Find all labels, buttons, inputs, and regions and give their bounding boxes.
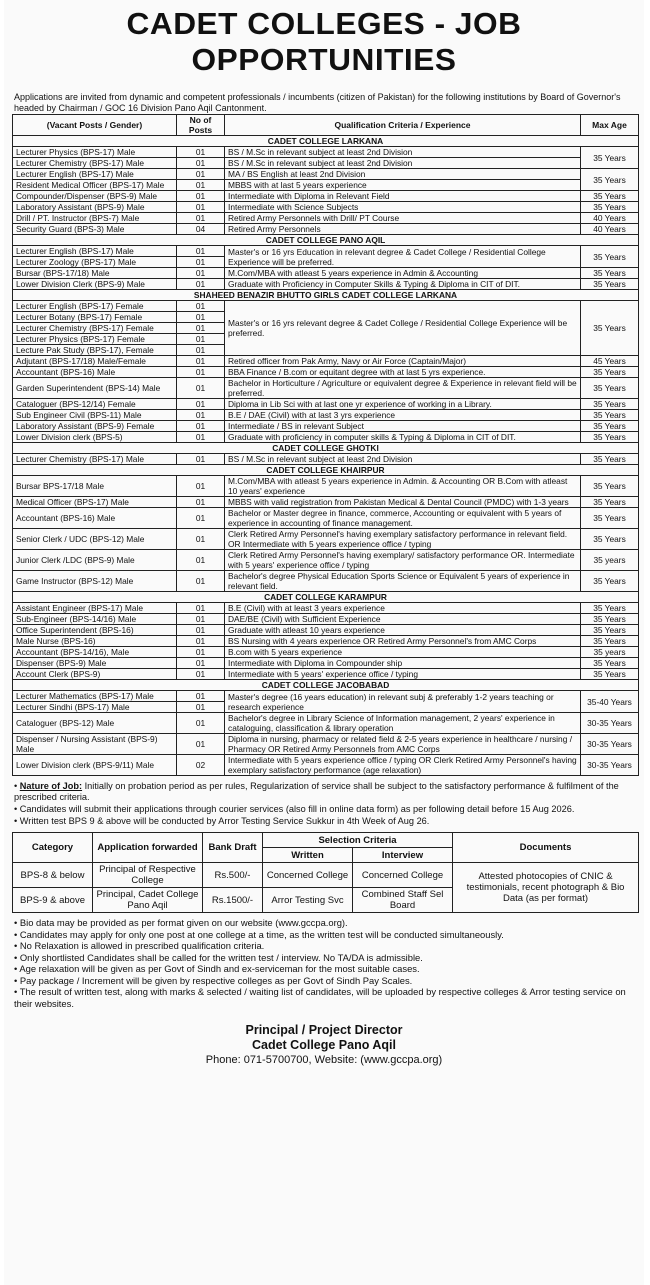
job-no-of-posts: 01 xyxy=(177,508,225,529)
job-post: Resident Medical Officer (BPS-17) Male xyxy=(13,180,177,191)
job-max-age: 35 Years xyxy=(581,191,639,202)
job-qualification: B.E (Civil) with at least 3 years experience xyxy=(225,603,581,614)
job-row xyxy=(13,603,639,614)
job-post: Laboratory Assistant (BPS-9) Female xyxy=(13,421,177,432)
instruction-text: No Relaxation is allowed in prescribed qualification criteria. xyxy=(19,940,265,951)
job-row xyxy=(13,476,639,497)
job-no-of-posts: 01 xyxy=(177,636,225,647)
job-post: Lecturer Physics (BPS-17) Male xyxy=(13,147,177,158)
job-max-age: 35 Years xyxy=(581,378,639,399)
job-row xyxy=(13,410,639,421)
section-header-row xyxy=(13,235,639,246)
job-row xyxy=(13,191,639,202)
job-qualification: BS / M.Sc in relevant subject at least 2nd Division xyxy=(225,147,581,158)
job-post: Lecturer English (BPS-17) Male xyxy=(13,169,177,180)
section-header-row xyxy=(13,592,639,603)
selection-table xyxy=(12,832,639,913)
sel-header-criteria: Selection Criteria xyxy=(263,833,453,848)
job-row xyxy=(13,356,639,367)
job-qualification: DAE/BE (Civil) with Sufficient Experience xyxy=(225,614,581,625)
section-title: CADET COLLEGE GHOTKI xyxy=(13,443,639,454)
job-post: Lecture Pak Study (BPS-17), Female xyxy=(13,345,177,356)
job-row xyxy=(13,454,639,465)
job-no-of-posts: 01 xyxy=(177,367,225,378)
job-no-of-posts: 01 xyxy=(177,669,225,680)
job-post: Sub-Engineer (BPS-14/16) Male xyxy=(13,614,177,625)
job-no-of-posts: 01 xyxy=(177,246,225,257)
job-no-of-posts: 01 xyxy=(177,421,225,432)
note-job-label: Nature of Job: xyxy=(19,781,83,791)
job-max-age: 35 Years xyxy=(581,421,639,432)
sel-category: BPS-8 & below xyxy=(13,863,93,888)
job-max-age: 35 Years xyxy=(581,410,639,421)
job-qualification: MA / BS English at least 2nd Division xyxy=(225,169,581,180)
job-max-age: 35 Years xyxy=(581,268,639,279)
job-qualification: Intermediate with Diploma in Compounder ship xyxy=(225,658,581,669)
sel-draft: Rs.500/- xyxy=(203,863,263,888)
job-post: Lecturer Physics (BPS-17) Female xyxy=(13,334,177,345)
job-post: Lower Division clerk (BPS-9/11) Male xyxy=(13,755,177,776)
job-max-age: 35 Years xyxy=(581,367,639,378)
job-post: Dispenser (BPS-9) Male xyxy=(13,658,177,669)
job-qualification: Retired Army Personnels xyxy=(225,224,581,235)
job-row xyxy=(13,691,639,702)
job-post: Accountant (BPS-16) Male xyxy=(13,367,177,378)
section-title: SHAHEED BENAZIR BHUTTO GIRLS CADET COLLEGE LARKANA xyxy=(13,290,639,301)
job-post: Junior Clerk /LDC (BPS-9) Male xyxy=(13,550,177,571)
job-row xyxy=(13,246,639,257)
job-no-of-posts: 01 xyxy=(177,647,225,658)
bullet-icon: • xyxy=(14,974,20,986)
instruction-text: The result of written test, along with marks & selected / waiting list of candidates, will be uploaded by respective colleges & Arror testing service on their websites. xyxy=(14,986,626,1009)
intro-text: Applications are invited from dynamic and competent professionals / incumbents (citizen of Pakistan) for the following institutions by Board of Governor's headed by Chairman / GOC 16 Division Pano Aqil Cantonment. xyxy=(14,92,621,113)
job-row xyxy=(13,755,639,776)
job-post: Bursar BPS-17/18 Male xyxy=(13,476,177,497)
job-row xyxy=(13,224,639,235)
sel-interview: Combined Staff Sel Board xyxy=(353,888,453,913)
job-no-of-posts: 01 xyxy=(177,603,225,614)
job-post: Cataloguer (BPS-12/14) Female xyxy=(13,399,177,410)
job-max-age: 45 Years xyxy=(581,356,639,367)
instruction-text: Pay package / Increment will be given by respective colleges as per Govt of Sindh Pay Scales. xyxy=(19,974,413,986)
bullet-icon: • xyxy=(14,917,20,928)
job-qualification: Retired officer from Pak Army, Navy or Air Force (Captain/Major) xyxy=(225,356,581,367)
note-written-text: Written test BPS 9 & above will be conducted by Arror Testing Service Sukkur in 4th Week of Aug 26. xyxy=(19,816,430,826)
job-row xyxy=(13,268,639,279)
job-qualification: Graduate with atleast 10 years experience xyxy=(225,625,581,636)
job-max-age: 35 years xyxy=(581,647,639,658)
header-post: (Vacant Posts / Gender) xyxy=(13,115,177,136)
job-max-age: 35 Years xyxy=(581,246,639,268)
job-row xyxy=(13,147,639,158)
job-no-of-posts: 01 xyxy=(177,257,225,268)
job-post: Game Instructor (BPS-12) Male xyxy=(13,571,177,592)
job-max-age: 40 Years xyxy=(581,224,639,235)
job-row xyxy=(13,571,639,592)
job-no-of-posts: 01 xyxy=(177,713,225,734)
header-no-of-posts: No of Posts xyxy=(177,115,225,136)
section-title: CADET COLLEGE JACOBABAD xyxy=(13,680,639,691)
job-no-of-posts: 01 xyxy=(177,334,225,345)
job-row xyxy=(13,713,639,734)
sel-written: Arror Testing Svc xyxy=(263,888,353,913)
section-header-row xyxy=(13,680,639,691)
job-max-age: 35-40 Years xyxy=(581,691,639,713)
job-no-of-posts: 01 xyxy=(177,410,225,421)
job-max-age: 35 Years xyxy=(581,202,639,213)
job-post: Accountant (BPS-16) Male xyxy=(13,508,177,529)
job-post: Office Superintendent (BPS-16) xyxy=(13,625,177,636)
job-no-of-posts: 01 xyxy=(177,658,225,669)
job-row xyxy=(13,367,639,378)
job-row xyxy=(13,169,639,180)
job-row xyxy=(13,658,639,669)
job-qualification: Intermediate with Diploma in Relevant Field xyxy=(225,191,581,202)
job-no-of-posts: 01 xyxy=(177,356,225,367)
job-qualification: Master's or 16 yrs relevant degree & Cadet College / Residential College Experience will be preferred. xyxy=(225,301,581,356)
job-row xyxy=(13,647,639,658)
instruction-item xyxy=(14,929,636,941)
job-max-age: 30-35 Years xyxy=(581,713,639,734)
instruction-item xyxy=(14,986,636,1009)
job-row xyxy=(13,378,639,399)
job-qualification: MBBS with at last 5 years experience xyxy=(225,180,581,191)
job-no-of-posts: 01 xyxy=(177,169,225,180)
job-post: Senior Clerk / UDC (BPS-12) Male xyxy=(13,529,177,550)
job-no-of-posts: 01 xyxy=(177,702,225,713)
signature-block xyxy=(4,1023,644,1068)
job-post: Medical Officer (BPS-17) Male xyxy=(13,497,177,508)
sel-header-documents: Documents xyxy=(453,833,639,863)
sel-header-forwarded: Application forwarded xyxy=(93,833,203,863)
job-row xyxy=(13,432,639,443)
section-header-row xyxy=(13,290,639,301)
job-post: Lecturer Chemistry (BPS-17) Male xyxy=(13,158,177,169)
job-post: Account Clerk (BPS-9) xyxy=(13,669,177,680)
job-max-age: 35 Years xyxy=(581,625,639,636)
job-qualification: Intermediate with 5 years experience office / typing OR Clerk Retired Army Personnel's having exemplary satisfactory performance (age relaxation) xyxy=(225,755,581,776)
job-qualification: Graduate with Proficiency in Computer Skills & Typing & Diploma in CIT of DIT. xyxy=(225,279,581,290)
job-no-of-posts: 01 xyxy=(177,191,225,202)
job-no-of-posts: 01 xyxy=(177,734,225,755)
job-max-age: 35 years xyxy=(581,550,639,571)
job-row xyxy=(13,669,639,680)
job-max-age: 35 Years xyxy=(581,476,639,497)
note-job-text: Initially on probation period as per rules, Regularization of service shall be subject to the satisfactory performance & fulfilment of the prescribed criteria. xyxy=(14,781,619,802)
jobs-table xyxy=(12,114,639,776)
job-no-of-posts: 01 xyxy=(177,202,225,213)
job-row xyxy=(13,625,639,636)
job-no-of-posts: 01 xyxy=(177,432,225,443)
instruction-item xyxy=(14,963,636,975)
job-no-of-posts: 01 xyxy=(177,497,225,508)
signature-line1: Principal / Project Director xyxy=(245,1023,403,1037)
job-no-of-posts: 01 xyxy=(177,529,225,550)
job-no-of-posts: 01 xyxy=(177,312,225,323)
bullet-icon: • xyxy=(14,986,20,997)
sel-documents: Attested photocopies of CNIC & testimonials, recent photograph & Bio Data (as per format) xyxy=(453,863,639,913)
job-qualification: Bachelor or Master degree in finance, commerce, Accounting or equivalent with 5 years of experience in accounting of finance management. xyxy=(225,508,581,529)
instruction-item xyxy=(14,952,636,964)
job-max-age: 35 Years xyxy=(581,658,639,669)
sel-draft: Rs.1500/- xyxy=(203,888,263,913)
job-qualification: B.E / DAE (Civil) with at last 3 yrs experience xyxy=(225,410,581,421)
job-no-of-posts: 01 xyxy=(177,147,225,158)
job-no-of-posts: 01 xyxy=(177,180,225,191)
job-row xyxy=(13,301,639,312)
job-qualification: BS / M.Sc in relevant subject at least 2nd Division xyxy=(225,454,581,465)
job-post: Lecturer Botany (BPS-17) Female xyxy=(13,312,177,323)
instruction-item xyxy=(14,940,636,952)
job-qualification: Master's degree (16 years education) in relevant subj & preferably 1-2 years teaching or research experience xyxy=(225,691,581,713)
job-qualification: Bachelor's degree Physical Education Sports Science or Equivalent 5 years of experience in relevant field. xyxy=(225,571,581,592)
sel-category: BPS-9 & above xyxy=(13,888,93,913)
job-qualification: Clerk Retired Army Personnel's having exemplary satisfactory performance in relevant field. OR Intermediate with 5 years experience office / typing xyxy=(225,529,581,550)
instruction-text: Only shortlisted Candidates shall be called for the written test / interview. No TA/DA is admissible. xyxy=(19,951,423,963)
job-max-age: 35 Years xyxy=(581,529,639,550)
job-no-of-posts: 01 xyxy=(177,279,225,290)
job-post: Bursar (BPS-17/18) Male xyxy=(13,268,177,279)
job-post: Lecturer Chemistry (BPS-17) Male xyxy=(13,454,177,465)
header-qualification: Qualification Criteria / Experience xyxy=(225,115,581,136)
instruction-item xyxy=(14,975,636,987)
job-max-age: 30-35 Years xyxy=(581,755,639,776)
job-post: Sub Engineer Civil (BPS-11) Male xyxy=(13,410,177,421)
job-post: Lecturer English (BPS-17) Female xyxy=(13,301,177,312)
signature-line2: Cadet College Pano Aqil xyxy=(251,1038,396,1052)
instruction-text: Candidates may apply for only one post at one college at a time, as the written test will be conducted simultaneously. xyxy=(19,928,504,940)
job-no-of-posts: 01 xyxy=(177,399,225,410)
job-qualification: M.Com/MBA with atleast 5 years experience in Admin. & Accounting OR B.Com with atleast 10 years' experience xyxy=(225,476,581,497)
job-qualification: Graduate with proficiency in computer skills & Typing & Diploma in CIT of DIT. xyxy=(225,432,581,443)
instructions-list xyxy=(4,913,644,1009)
bullet-icon: • xyxy=(14,928,20,940)
instruction-text: Bio data may be provided as per format given on our website (www.gccpa.org). xyxy=(19,917,348,928)
job-max-age: 35 Years xyxy=(581,279,639,290)
job-qualification: Bachelor in Horticulture / Agriculture or equivalent degree & Experience in relevant field will be preferred. xyxy=(225,378,581,399)
signature-phone: Phone: 071-5700700, Website: (www.gccpa.org) xyxy=(205,1054,443,1066)
sel-interview: Concerned College xyxy=(353,863,453,888)
job-no-of-posts: 01 xyxy=(177,625,225,636)
job-qualification: BS / M.Sc in relevant subject at least 2nd Division xyxy=(225,158,581,169)
job-qualification: B.com with 5 years experience xyxy=(225,647,581,658)
job-post: Lecturer English (BPS-17) Male xyxy=(13,246,177,257)
job-qualification: BBA Finance / B.com or equitant degree with at last 5 yrs experience. xyxy=(225,367,581,378)
page-title: CADET COLLEGES - JOB OPPORTUNITIES xyxy=(126,6,522,77)
bullet-icon: • xyxy=(14,963,20,974)
job-row xyxy=(13,421,639,432)
job-qualification: Master's or 16 yrs Education in relevant degree & Cadet College / Residential College Experience will be preferred. xyxy=(225,246,581,268)
job-no-of-posts: 01 xyxy=(177,476,225,497)
sel-header-written: Written xyxy=(263,848,353,863)
sel-forwarded: Principal, Cadet College Pano Aqil xyxy=(93,888,203,913)
job-row xyxy=(13,158,639,169)
job-qualification: Intermediate with Science Subjects xyxy=(225,202,581,213)
job-post: Lecturer Zoology (BPS-17) Male xyxy=(13,257,177,268)
jobs-table-body xyxy=(13,136,639,776)
job-row xyxy=(13,279,639,290)
job-no-of-posts: 01 xyxy=(177,268,225,279)
job-row xyxy=(13,180,639,191)
job-qualification: Diploma in nursing, pharmacy or related field & 2-5 years experience in healthcare / nursing / Pharmacy OR Retired Army Personnels from AMC Corps xyxy=(225,734,581,755)
job-max-age: 35 Years xyxy=(581,399,639,410)
note-candidates: • Candidates will submit their applications through courier services (also fill in online data form) as per following detail before 15 Aug 2026. xyxy=(14,804,575,814)
bullet-icon: • xyxy=(14,940,20,951)
job-no-of-posts: 01 xyxy=(177,614,225,625)
sel-row xyxy=(13,863,639,888)
job-no-of-posts: 01 xyxy=(177,345,225,356)
job-max-age: 35 Years xyxy=(581,508,639,529)
job-post: Adjutant (BPS-17/18) Male/Female xyxy=(13,356,177,367)
job-post: Male Nurse (BPS-16) xyxy=(13,636,177,647)
job-post: Garden Superintendent (BPS-14) Male xyxy=(13,378,177,399)
job-max-age: 35 Years xyxy=(581,169,639,191)
job-qualification: Diploma in Lib Sci with at last one yr experience of working in a Library. xyxy=(225,399,581,410)
section-title: CADET COLLEGE LARKANA xyxy=(13,136,639,147)
section-header-row xyxy=(13,465,639,476)
job-max-age: 40 Years xyxy=(581,213,639,224)
job-row xyxy=(13,614,639,625)
sel-written: Concerned College xyxy=(263,863,353,888)
instruction-text: Age relaxation will be given as per Govt of Sindh and ex-serviceman for the most suitable cases. xyxy=(19,963,420,974)
job-post: Compounder/Dispenser (BPS-9) Male xyxy=(13,191,177,202)
job-post: Lecturer Chemistry (BPS-17) Female xyxy=(13,323,177,334)
instruction-item xyxy=(14,917,636,929)
job-row xyxy=(13,213,639,224)
sel-forwarded: Principal of Respective College xyxy=(93,863,203,888)
notes xyxy=(4,776,644,830)
job-max-age: 35 Years xyxy=(581,147,639,169)
job-no-of-posts: 01 xyxy=(177,301,225,312)
section-title: CADET COLLEGE PANO AQIL xyxy=(13,235,639,246)
jobs-table-header xyxy=(13,115,639,136)
job-qualification: Clerk Retired Army Personnel's having exemplary/ satisfactory performance OR. Intermediate with 5 years' experience office / typing xyxy=(225,550,581,571)
note-written-test: • Written test BPS 9 & above will be conducted by Arror Testing Service Sukkur in 4th Week of Aug 26. xyxy=(14,816,430,826)
job-post: Dispenser / Nursing Assistant (BPS-9) Male xyxy=(13,734,177,755)
job-no-of-posts: 01 xyxy=(177,158,225,169)
advertisement-page xyxy=(4,0,644,1285)
job-no-of-posts: 02 xyxy=(177,755,225,776)
job-row xyxy=(13,529,639,550)
job-max-age: 35 Years xyxy=(581,669,639,680)
job-qualification: MBBS with valid registration from Pakistan Medical & Dental Council (PMDC) with 1-3 years xyxy=(225,497,581,508)
job-post: Laboratory Assistant (BPS-9) Male xyxy=(13,202,177,213)
section-title: CADET COLLEGE KARAMPUR xyxy=(13,592,639,603)
bullet-icon: • xyxy=(14,951,20,963)
job-qualification: Bachelor's degree in Library Science of Information management, 2 years' experience in cataloguing, classification & library operation xyxy=(225,713,581,734)
note-candidates-text: Candidates will submit their applications through courier services (also fill in online data form) as per following detail before 15 Aug 2026. xyxy=(19,804,575,814)
section-header-row xyxy=(13,136,639,147)
job-row xyxy=(13,508,639,529)
job-max-age: 35 Years xyxy=(581,497,639,508)
job-no-of-posts: 01 xyxy=(177,323,225,334)
job-max-age: 35 Years xyxy=(581,636,639,647)
job-max-age: 35 Years xyxy=(581,432,639,443)
job-post: Accountant (BPS-14/16), Male xyxy=(13,647,177,658)
job-post: Lecturer Sindhi (BPS-17) Male xyxy=(13,702,177,713)
job-qualification: Intermediate / BS in relevant Subject xyxy=(225,421,581,432)
section-title: CADET COLLEGE KHAIRPUR xyxy=(13,465,639,476)
job-no-of-posts: 01 xyxy=(177,213,225,224)
job-max-age: 35 Years xyxy=(581,454,639,465)
job-qualification: Intermediate with 5 years' experience office / typing xyxy=(225,669,581,680)
job-no-of-posts: 01 xyxy=(177,691,225,702)
job-post: Assistant Engineer (BPS-17) Male xyxy=(13,603,177,614)
job-row xyxy=(13,497,639,508)
job-post: Lecturer Mathematics (BPS-17) Male xyxy=(13,691,177,702)
job-max-age: 35 Years xyxy=(581,571,639,592)
sel-header-category: Category xyxy=(13,833,93,863)
header-max-age: Max Age xyxy=(581,115,639,136)
job-qualification: Retired Army Personnels with Drill/ PT Course xyxy=(225,213,581,224)
job-qualification: M.Com/MBA with atleast 5 years experience in Admin & Accounting xyxy=(225,268,581,279)
sel-header-draft: Bank Draft xyxy=(203,833,263,863)
job-qualification: BS Nursing with 4 years experience OR Retired Army Personnel's from AMC Corps xyxy=(225,636,581,647)
job-post: Cataloguer (BPS-12) Male xyxy=(13,713,177,734)
job-no-of-posts: 01 xyxy=(177,378,225,399)
job-post: Lower Division clerk (BPS-5) xyxy=(13,432,177,443)
note-nature-of-job: • Nature of Job: Initially on probation period as per rules, Regularization of service shall be subject to the satisfactory performance & fulfilment of the prescribed criteria. xyxy=(14,781,619,802)
job-row xyxy=(13,734,639,755)
job-max-age: 35 Years xyxy=(581,301,639,356)
job-no-of-posts: 04 xyxy=(177,224,225,235)
sel-header-interview: Interview xyxy=(353,848,453,863)
job-max-age: 35 Years xyxy=(581,603,639,614)
job-no-of-posts: 01 xyxy=(177,571,225,592)
job-max-age: 35 Years xyxy=(581,614,639,625)
job-row xyxy=(13,550,639,571)
job-row xyxy=(13,636,639,647)
job-no-of-posts: 01 xyxy=(177,454,225,465)
job-post: Security Guard (BPS-3) Male xyxy=(13,224,177,235)
section-header-row xyxy=(13,443,639,454)
job-post: Drill / PT. Instructor (BPS-7) Male xyxy=(13,213,177,224)
job-no-of-posts: 01 xyxy=(177,550,225,571)
job-row xyxy=(13,399,639,410)
job-post: Lower Division Clerk (BPS-9) Male xyxy=(13,279,177,290)
job-row xyxy=(13,202,639,213)
job-max-age: 30-35 Years xyxy=(581,734,639,755)
